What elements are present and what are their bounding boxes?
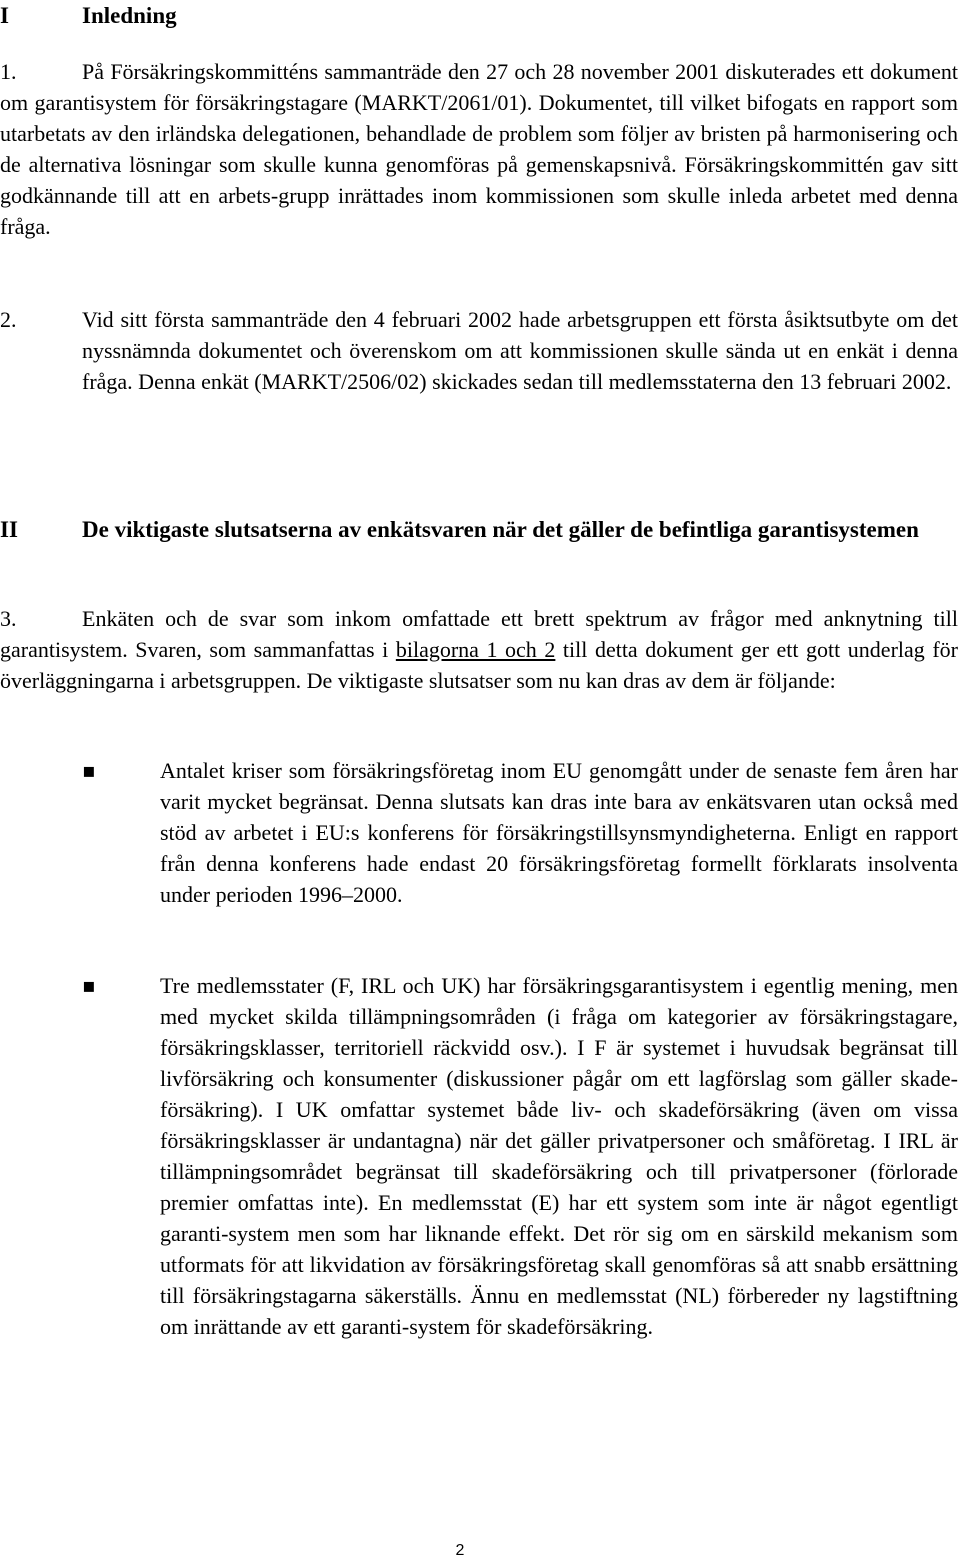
paragraph-1 [0, 56, 958, 242]
bullet-item-2 [0, 970, 958, 1342]
square-bullet-icon: ▪ [82, 973, 96, 997]
paragraph-number: 2. [0, 307, 17, 332]
annex-reference-link[interactable]: bilagorna 1 och 2 [395, 637, 556, 662]
square-bullet-icon: ▪ [82, 758, 96, 782]
bullet-text: Tre medlemsstater (F, IRL och UK) har försäkringsgarantisystem i egentlig mening, men med mycket skilda tillämpningsområden (i fråga om kategorier av försäkringstagare, försäkringsklasser, territoriell räckvidd osv.). I F är systemet i huvudsak begränsat till livförsäkring och konsumenter (diskussioner pågår om ett lagförslag som gäller skade-försäkring). I UK omfattar systemet både liv- och skadeförsäkring (även om vissa försäkringsklasser är undantagna) när det gäller privatpersoner och småföretag. I IRL är tillämpningsområdet begränsat till skadeförsäkring och till privatpersoner (förlorade premier omfattas inte). En medlemsstat (E) har ett system som inte är något egentligt garanti-system men som har liknande effekt. Det rör sig om en särskild mekanism som utformats för att likvidation av försäkringsföretag skall genomföras så att snabb ersättning till försäkringstagarna säkerställs. Ännu en medlemsstat (NL) förbereder ny lagstiftning om inrättande av ett garanti-system för skadeförsäkring. [160, 973, 958, 1339]
paragraph-text: På Försäkringskommitténs sammanträde den 27 och 28 november 2001 diskuterades ett dokument om garantisystem för försäkringstagare (MARKT/2061/01). Dokumentet, till vilket bifogats en rapport som utarbetats av den irländska delegationen, behandlade de problem som följer av bristen på harmonisering och de alternativa lösningar som skulle kunna genomföras på gemenskapsnivå. Försäkringskommittén gav sitt godkännande till att en arbets-grupp inrättades inom kommissionen som skulle inleda arbetet med denna fråga. [0, 59, 958, 239]
section-number: II [0, 517, 18, 542]
paragraph-text-after: till detta dokument ger ett gott underlag för överläggningarna i arbetsgruppen. De viktigaste slutsatser som nu kan dras av dem är följande: [0, 637, 958, 693]
paragraph-2 [0, 304, 958, 397]
section-heading-2 [0, 514, 958, 576]
section-title: Inledning [82, 3, 177, 28]
bullet-text: Antalet kriser som försäkringsföretag inom EU genomgått under de senaste fem åren har varit mycket begränsat. Denna slutsats kan dras inte bara av enkätsvaren utan också med stöd av arbetet i EU:s konferens för försäkringstillsynsmyndigheterna. Enligt en rapport från denna konferens hade endast 20 försäkringsföretag formellt förklarats insolventa under perioden 1996–2000. [160, 758, 958, 907]
paragraph-3 [0, 603, 958, 696]
paragraph-text-before: Enkäten och de svar som inkom omfattade ett brett spektrum av frågor med anknytning till garantisystem. Svaren, som sammanfattas i [0, 606, 958, 662]
paragraph-text: Vid sitt första sammanträde den 4 februari 2002 hade arbetsgruppen ett första åsiktsutbyte om det nyssnämnda dokumentet och överenskom om att kommissionen skulle sända ut en enkät i denna fråga. Denna enkät (MARKT/2506/02) skickades sedan till medlemsstaterna den 13 februari 2002. [82, 307, 958, 394]
paragraph-number: 1. [0, 59, 17, 84]
section-number: I [0, 3, 9, 28]
page-number: 2 [455, 1542, 465, 1559]
bullet-item-1 [0, 755, 958, 910]
section-heading-1 [0, 0, 958, 31]
section-title: De viktigaste slutsatserna av enkätsvaren när det gäller de befintliga garantisystemen [82, 517, 919, 542]
paragraph-number: 3. [0, 606, 17, 631]
